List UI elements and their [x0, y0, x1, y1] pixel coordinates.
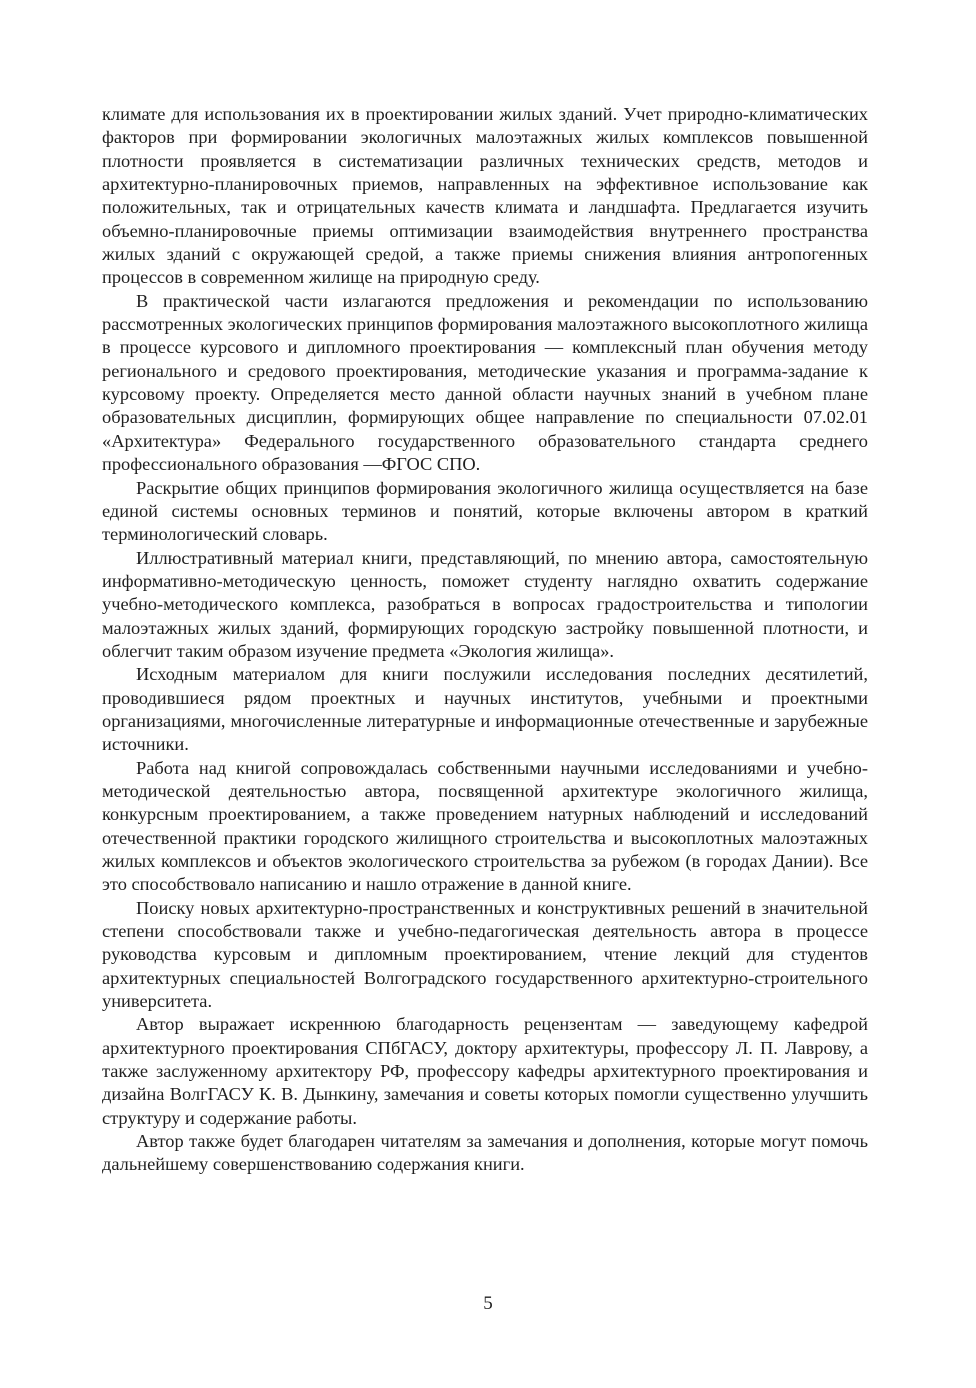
- paragraph-continuation: климате для использования их в проектировании жилых зданий. Учет природно-климатических факторов при формировании экологичных малоэтажных жилых комплексов повышенной плотности проявляется в систематизации различных технических средств, методов и архитектурно-планировочных приемов, направленных на эффективное использование как положительных, так и отрицательных качеств климата и ландшафта. Предлагается изучить объемно-планировочные приемы оптимизации взаимодействия внутреннего пространства жилых зданий с окружающей средой, а также приемы снижения влияния антропогенных процессов в современном жилище на природную среду.: [102, 104, 868, 288]
- body-text: [102, 103, 868, 1177]
- paragraph-principles: Раскрытие общих принципов формирования экологичного жилища осуществляется на базе единой системы основных терминов и понятий, которые включены автором в краткий терминологический словарь.: [102, 477, 868, 545]
- paragraph-source-material: Исходным материалом для книги послужили исследования последних десятилетий, проводившиеся рядом проектных и научных институтов, учебными и проектными организациями, многочисленные литературные и информационные отечественные и зарубежные источники.: [102, 664, 868, 755]
- page-number: 5: [483, 1293, 493, 1314]
- paragraph-reader-thanks: Автор также будет благодарен читателям за замечания и дополнения, которые могут помочь дальнейшему совершенствованию содержания книги.: [102, 1131, 868, 1175]
- paragraph-practical-part: В практической части излагаются предложения и рекомендации по использованию рассмотренных экологических принципов формирования малоэтажного высокоплотного жилища в процессе курсового и дипломного проектирования — комплексный план обучения методу регионального и средового проектирования, методические указания и программа-задание к курсовому проекту. Определяется место данной области научных знаний в учебном плане образовательных дисциплин, формирующих общее направление по специальности 07.02.01 «Архитектура» Федерального государственного образовательного стандарта среднего профессионального образования —ФГОС СПО.: [102, 290, 868, 475]
- paragraph-acknowledgements: Автор выражает искреннюю благодарность рецензентам — заведующему кафедрой архитектурного проектирования СПбГАСУ, доктору архитектуры, профессору Л. П. Лаврову, а также заслуженному архитектору РФ, профессору кафедры архитектурного проектирования и дизайна ВолгГАСУ К. В. Дынкину, замечания и советы которых помогли существенно улучшить структуру и содержание работы.: [102, 1014, 868, 1128]
- paragraph-new-solutions: Поиску новых архитектурно-пространственных и конструктивных решений в значительной степени способствовали также и учебно-педагогическая деятельность автора в процессе руководства курсовым и дипломным проектированием, чтение лекций для студентов архитектурных специальностей Волгоградского государственного архитектурно-строительного университета.: [102, 897, 868, 1012]
- paragraph-author-research: Работа над книгой сопровождалась собственными научными исследованиями и учебно-методической деятельностью автора, посвященной архитектуре экологичного жилища, конкурсным проектированием, а также проведением натурных наблюдений и исследований отечественной практики городского жилищного строительства и высокоплотных малоэтажных жилых комплексов и объектов экологического строительства за рубежом (в городах Дании). Все это способствовало написанию и нашло отражение в данной книге.: [102, 757, 868, 895]
- paragraph-illustrative-material: Иллюстративный материал книги, представляющий, по мнению автора, самостоятельную информативно-методическую ценность, поможет студенту наглядно охватить содержание учебно-методического комплекса, разобраться в вопросах градостроительства и типологии малоэтажных жилых зданий, формирующих городскую застройку повышенной плотности, и облегчит таким образом изучение предмета «Экология жилища».: [102, 547, 868, 661]
